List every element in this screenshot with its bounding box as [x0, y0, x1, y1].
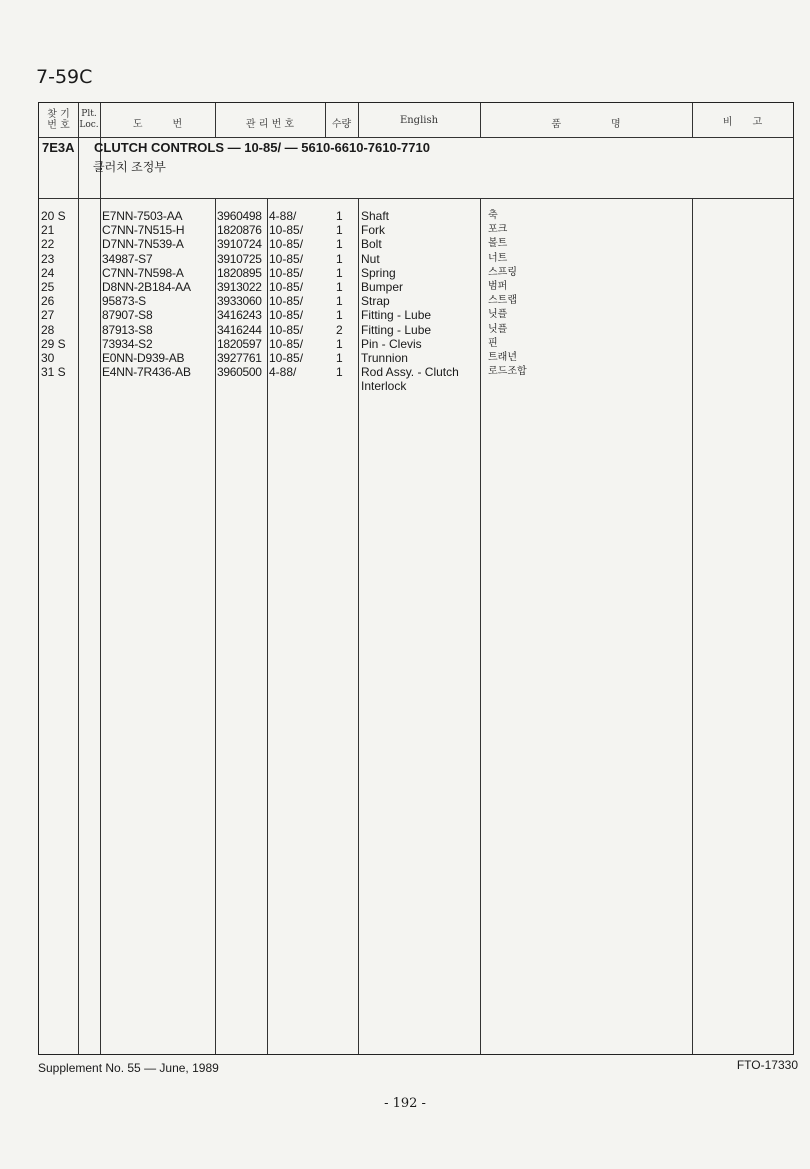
effective-date: 10-85/: [269, 294, 304, 309]
table-row: [39, 365, 793, 379]
effective-date: 10-85/: [269, 350, 304, 365]
parts-rows: [39, 209, 793, 393]
part-number: 87913-S8: [102, 322, 153, 337]
control-number: 3913022: [217, 279, 262, 294]
quantity: 1: [336, 308, 343, 323]
korean-name: 닛플: [488, 309, 508, 321]
section-title: [42, 140, 430, 155]
parts-table: [38, 102, 794, 1055]
korean-name: 축: [488, 210, 498, 221]
english-name: Fork: [361, 223, 385, 238]
effective-date: 10-85/: [269, 237, 304, 252]
table-row: [39, 223, 793, 237]
korean-name: 닛플: [488, 323, 508, 335]
table-row: [39, 337, 793, 351]
page-number: - 192 -: [384, 1096, 426, 1111]
english-name: Fitting - Lube: [361, 322, 432, 337]
header-control-no: 관 리 번 호: [245, 119, 295, 130]
item-number: 23: [41, 251, 55, 266]
english-name: Strap: [361, 294, 390, 309]
header-part-no: 도 번: [132, 119, 183, 130]
effective-date: 10-85/: [269, 265, 304, 280]
english-name: Bolt: [361, 237, 382, 252]
control-number: 3416244: [217, 322, 262, 337]
effective-date: 10-85/: [269, 251, 304, 266]
english-name: Shaft: [361, 209, 390, 223]
quantity: 1: [336, 365, 343, 380]
control-number: 1820597: [217, 336, 262, 351]
quantity: 1: [336, 279, 343, 294]
effective-date: 10-85/: [269, 223, 304, 238]
header-plt-loc: Plt. Loc.: [79, 109, 99, 130]
table-row: [39, 379, 793, 393]
control-number: 3416243: [217, 308, 262, 323]
effective-date: 4-88/: [269, 365, 297, 380]
table-row: [39, 323, 793, 337]
quantity: 1: [336, 265, 343, 280]
korean-name: 너트: [488, 252, 508, 264]
effective-date: 10-85/: [269, 308, 304, 323]
header-english: English: [399, 115, 439, 126]
quantity: 1: [336, 350, 343, 365]
english-name: Trunnion: [361, 350, 408, 365]
item-number: 26: [41, 294, 55, 309]
item-number: 22: [41, 237, 55, 252]
item-number: 24: [41, 265, 55, 280]
item-number: 27: [41, 308, 55, 323]
part-number: C7NN-7N598-A: [102, 265, 184, 280]
part-number: 95873-S: [102, 294, 146, 309]
header-qty: 수량: [331, 119, 352, 130]
quantity: 1: [336, 237, 343, 252]
control-number: 3960500: [217, 365, 262, 380]
section-code: 7E3A: [42, 140, 75, 155]
part-number: E0NN-D939-AB: [102, 350, 185, 365]
control-number: 1820895: [217, 265, 262, 280]
korean-name: 핀: [488, 337, 498, 349]
korean-name: 트래년: [488, 351, 517, 363]
page-reference: 7-59C: [36, 66, 93, 88]
quantity: 1: [336, 251, 343, 266]
quantity: 1: [336, 294, 343, 309]
effective-date: 10-85/: [269, 279, 304, 294]
korean-name: 볼트: [488, 238, 508, 250]
table-row: [39, 237, 793, 251]
document-number: FTO-17330: [736, 1058, 798, 1072]
part-number: 87907-S8: [102, 308, 153, 323]
english-name: Fitting - Lube: [361, 308, 432, 323]
part-number: E4NN-7R436-AB: [102, 365, 191, 380]
table-row: [39, 351, 793, 365]
english-name: Pin - Clevis: [361, 336, 422, 351]
quantity: 1: [336, 223, 343, 238]
section-subtitle: 클러치 조정부: [93, 160, 166, 174]
control-number: 3910724: [217, 237, 262, 252]
part-number: E7NN-7503-AA: [102, 209, 183, 223]
table-row: [39, 252, 793, 266]
section-description: CLUTCH CONTROLS — 10-85/ — 5610-6610-7610-7710: [94, 140, 430, 155]
header-korean-name: 품 명: [551, 119, 621, 130]
korean-name: 스프링: [488, 266, 517, 278]
part-number: C7NN-7N515-H: [102, 223, 185, 238]
effective-date: 4-88/: [269, 209, 297, 223]
part-number: 34987-S7: [102, 251, 153, 266]
item-number: 31 S: [41, 365, 66, 380]
korean-name: 범퍼: [488, 280, 508, 292]
item-number: 21: [41, 223, 55, 238]
english-name: Rod Assy. - Clutch: [361, 365, 459, 380]
quantity: 1: [336, 209, 343, 223]
item-number: 28: [41, 322, 55, 337]
item-number: 25: [41, 279, 55, 294]
quantity: 1: [336, 336, 343, 351]
english-name: Bumper: [361, 279, 404, 294]
effective-date: 10-85/: [269, 322, 304, 337]
table-row: [39, 308, 793, 322]
control-number: 1820876: [217, 223, 262, 238]
item-number: 30: [41, 350, 55, 365]
item-number: 29 S: [41, 336, 66, 351]
effective-date: 10-85/: [269, 336, 304, 351]
header-remarks: 비 고: [722, 117, 763, 128]
control-number: 3933060: [217, 294, 262, 309]
control-number: 3910725: [217, 251, 262, 266]
item-number: 20 S: [41, 209, 66, 223]
table-row: [39, 280, 793, 294]
table-row: [39, 266, 793, 280]
english-name: Nut: [361, 251, 380, 266]
korean-name: 포크: [488, 224, 508, 236]
korean-name: 로드조합: [488, 366, 527, 378]
part-number: D7NN-7N539-A: [102, 237, 184, 252]
english-name: Interlock: [361, 379, 407, 394]
table-row: [39, 209, 793, 223]
table-row: [39, 294, 793, 308]
header-item-no: 찾 기 번 호: [47, 109, 70, 131]
english-name: Spring: [361, 265, 396, 280]
part-number: 73934-S2: [102, 336, 153, 351]
part-number: D8NN-2B184-AA: [102, 279, 191, 294]
control-number: 3927761: [217, 350, 262, 365]
quantity: 2: [336, 322, 343, 337]
korean-name: 스트랩: [488, 295, 517, 307]
control-number: 3960498: [217, 209, 262, 223]
supplement-note: Supplement No. 55 — June, 1989: [38, 1061, 219, 1075]
